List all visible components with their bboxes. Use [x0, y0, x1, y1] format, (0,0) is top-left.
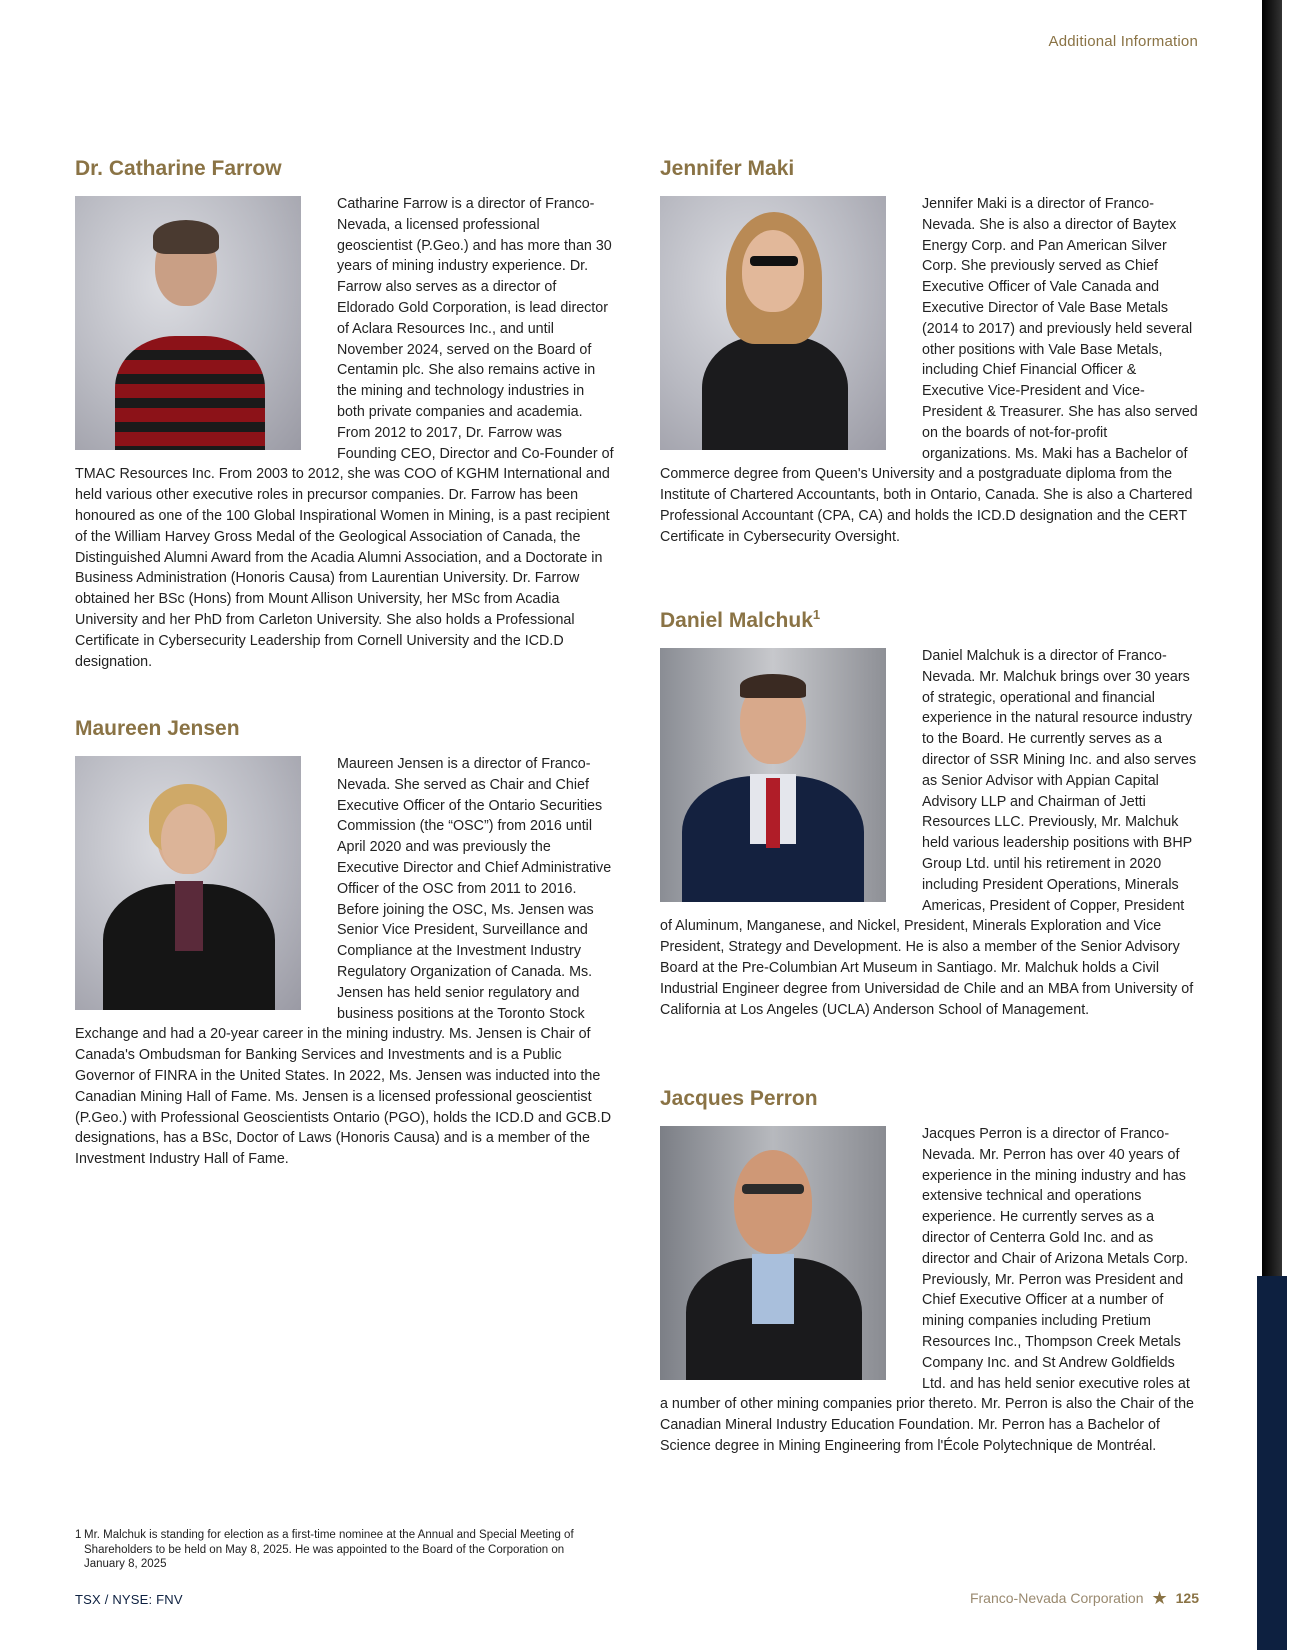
portrait-photo-maki — [660, 196, 886, 450]
page-number: 125 — [1175, 1590, 1199, 1606]
bio-jensen — [75, 716, 615, 1170]
company-name: Franco-Nevada Corporation — [969, 1590, 1144, 1606]
bio-maki — [660, 156, 1200, 548]
ticker-label: TSX / NYSE: FNV — [75, 1592, 183, 1607]
bio-farrow — [75, 156, 615, 672]
portrait-photo-jensen — [75, 756, 301, 1010]
bio-perron — [660, 1086, 1200, 1457]
bio-text: Jennifer Maki is a director of Franco-Nevada. She is also a director of Baytex Energy Corp. and Pan American Silver Corp. She previously served as Chief Executive Officer of Vale Canada and Executive Director of Vale Base Metals (2014 to 2017) and previously held several other positions with Vale Base Metals, including Chief Financial Officer & Executive Vice-President and Vice-President & Treasurer. She has also served on the boards of not-for-profit organizations. Ms. Maki has a Bachelor of Commerce degree from Queen's University and a postgraduate diploma from the Institute of Chartered Accountants, both in Ontario, Canada. She is also a Chartered Professional Accountant (CPA, CA) and holds the ICD.D designation and the CERT Certificate in Cybersecurity Oversight. — [660, 196, 1198, 545]
running-header: Additional Information — [1048, 33, 1198, 50]
footnote-mark: 1 — [812, 607, 821, 622]
bio-name-text: Daniel Malchuk — [660, 609, 813, 632]
page-footer — [970, 1590, 1199, 1606]
portrait-photo-perron — [660, 1126, 886, 1380]
portrait-photo-farrow — [75, 196, 301, 450]
bio-name — [660, 608, 1200, 634]
bio-malchuk — [660, 608, 1200, 1020]
bio-name: Jacques Perron — [660, 1087, 818, 1110]
star-icon: ★ — [1151, 1588, 1168, 1608]
bio-text: Jacques Perron is a director of Franco-Nevada. Mr. Perron has over 40 years of experience in the mining industry and has extensive technical and operations experience. He currently serves as a director of Centerra Gold Inc. and as director and Chair of Arizona Metals Corp. Previously, Mr. Perron was President and Chief Executive Officer at a number of mining companies including Pretium Resources Inc., Thompson Creek Metals Company Inc. and St Andrew Goldfields Ltd. and has held senior executive roles at a number of other mining companies prior thereto. Mr. Perron is also the Chair of the Canadian Mineral Industry Education Foundation. Mr. Perron has a Bachelor of Science degree in Mining Engineering from l'École Polytechnique de Montréal. — [660, 1126, 1195, 1454]
bio-text: Daniel Malchuk is a director of Franco-Nevada. Mr. Malchuk brings over 30 years of strategic, operational and financial experience in the natural resource industry to the Board. He currently serves as a director of SSR Mining Inc. and also serves as Senior Advisor with Appian Capital Advisory LLP and Chairman of Jetti Resources LLC. Previously, Mr. Malchuk held various leadership positions with BHP Group Ltd. until his retirement in 2020 including President Operations, Minerals Americas, President of Copper, President of Aluminum, Manganese, and Nickel, President, Minerals Exploration and Vice President, Strategy and Development. He is also a member of the Senior Advisory Board at the Pre-Columbian Art Museum in Santiago. Mr. Malchuk holds a Civil Industrial Engineer degree from Universidad de Chile and an MBA from University of California at Los Angeles (UCLA) Anderson School of Management. — [660, 648, 1197, 1018]
bio-name: Dr. Catharine Farrow — [75, 157, 282, 180]
portrait-photo-malchuk — [660, 648, 886, 902]
bio-text: Catharine Farrow is a director of Franco-Nevada, a licensed professional geoscientist (P.Geo.) and has more than 30 years of mining industry experience. Dr. Farrow also serves as a director of Eldorado Gold Corporation, is lead director of Aclara Resources Inc., and until November 2024, served on the Board of Centamin plc. She also remains active in the mining and technology industries in both private companies and academia. From 2012 to 2017, Dr. Farrow was Founding CEO, Director and Co-Founder of TMAC Resources Inc. From 2003 to 2012, she was COO of KGHM International and held various other executive roles in precursor companies. Dr. Farrow has been honoured as one of the 100 Global Inspirational Women in Mining, is a past recipient of the William Harvey Gross Medal of the Geological Association of Canada, the Distinguished Alumni Award from the Acadia Alumni Association, and a Doctorate in Business Administration (Honoris Causa) from Laurentian University. Dr. Farrow obtained her BSc (Hons) from Mount Allison University, her MSc from Acadia University and her PhD from Carleton University. She also holds a Professional Certificate in Cybersecurity Leadership from Cornell University and the ICD.D designation. — [75, 196, 614, 670]
section-tab — [1257, 1276, 1287, 1650]
footnote-number: 1 — [75, 1529, 82, 1541]
bio-name: Maureen Jensen — [75, 717, 240, 740]
bio-name: Jennifer Maki — [660, 157, 795, 180]
footnote — [75, 1528, 595, 1572]
footnote-text: Mr. Malchuk is standing for election as a first-time nominee at the Annual and Special Meeting of Shareholders to be held on May 8, 2025. He was appointed to the Board of the Corporation on January 8, 2025 — [84, 1529, 574, 1570]
bio-text: Maureen Jensen is a director of Franco-Nevada. She served as Chair and Chief Executive Officer of the Ontario Securities Commission (the “OSC”) from 2016 until April 2020 and was previously the Executive Director and Chief Administrative Officer of the OSC from 2011 to 2016. Before joining the OSC, Ms. Jensen was Senior Vice President, Surveillance and Compliance at the Investment Industry Regulatory Organization of Canada. Ms. Jensen has held senior regulatory and business positions at the Toronto Stock Exchange and had a 20-year career in the mining industry. Ms. Jensen is Chair of Canada's Ombudsman for Banking Services and Investments and is a Public Governor of FINRA in the United States. In 2022, Ms. Jensen was inducted into the Canadian Mining Hall of Fame. Ms. Jensen is a licensed professional geoscientist (P.Geo.) with Professional Geoscientists Ontario (PGO), holds the ICD.D and GCB.D designations, has a BSc, Doctor of Laws (Honoris Causa) and is a member of the Investment Industry Hall of Fame. — [75, 756, 612, 1168]
